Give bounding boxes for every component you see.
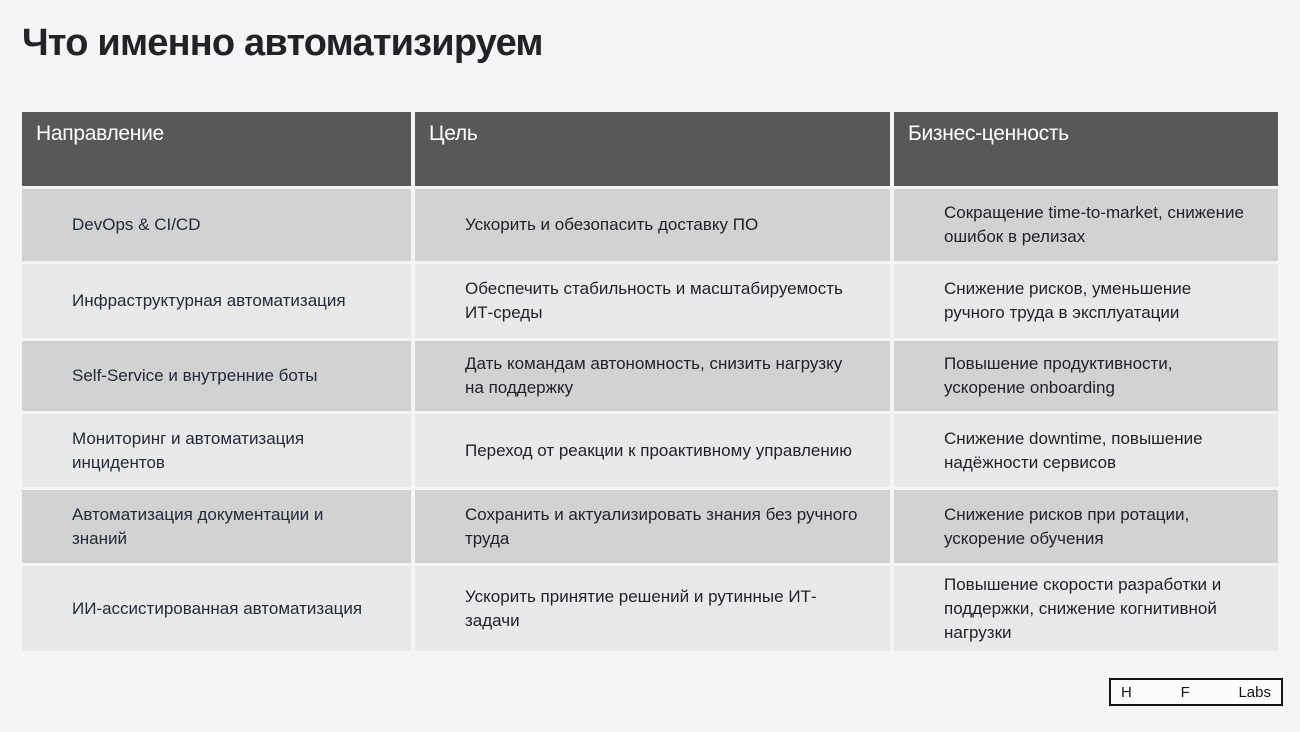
cell-text: Снижение рисков при ротации, ускорение обучения <box>944 504 1190 548</box>
table-cell-direction <box>22 566 411 651</box>
table-cell-direction <box>22 341 411 411</box>
cell-text: Ускорить принятие решений и рутинные ИТ-задачи <box>465 586 817 630</box>
cell-text: DevOps & CI/CD <box>72 215 201 234</box>
cell-text: Self-Service и внутренние боты <box>72 366 318 385</box>
table-cell-value <box>894 341 1278 411</box>
table-cell-goal <box>415 490 890 563</box>
column-header-goal: Цель <box>415 112 890 186</box>
cell-text: ИИ-ассистированная автоматизация <box>72 598 363 618</box>
table-cell-direction <box>22 490 411 563</box>
table-cell-goal <box>415 189 890 261</box>
cell-text: Мониторинг и автоматизация инцидентов <box>72 428 305 472</box>
cell-text: Инфраструктурная автоматизация <box>72 291 346 310</box>
table-cell-value <box>894 566 1278 651</box>
table-cell-direction <box>22 189 411 261</box>
table-cell-value <box>894 414 1278 487</box>
cell-text: Повышение скорости разработки и поддержки, снижение когнитивной нагрузки <box>944 574 1222 642</box>
brand-badge-letter-h: H <box>1121 683 1132 701</box>
cell-text: Повышение продуктивности, ускорение onboarding <box>944 354 1173 397</box>
table-cell-value <box>894 264 1278 338</box>
cell-text: Дать командам автономность, снизить нагрузку на поддержку <box>465 354 843 397</box>
brand-badge <box>1109 678 1283 706</box>
cell-text: Снижение downtime, повышение надёжности сервисов <box>944 428 1203 472</box>
table-cell-goal <box>415 264 890 338</box>
brand-badge-labs: Labs <box>1238 683 1271 701</box>
table-cell-value <box>894 490 1278 563</box>
cell-text: Автоматизация документации и знаний <box>72 504 324 548</box>
page-title: Что именно автоматизируем <box>22 22 543 64</box>
table-cell-goal <box>415 341 890 411</box>
cell-text: Ускорить и обезопасить доставку ПО <box>465 215 759 234</box>
table-cell-direction <box>22 414 411 487</box>
table-cell-direction <box>22 264 411 338</box>
column-header-direction: Направление <box>22 112 411 186</box>
cell-text: Обеспечить стабильность и масштабируемость ИТ-среды <box>465 279 843 322</box>
cell-text: Переход от реакции к проактивному управлению <box>465 440 852 460</box>
cell-text: Снижение рисков, уменьшение ручного труда в эксплуатации <box>944 279 1192 322</box>
table-cell-goal <box>415 566 890 651</box>
cell-text: Сохранить и актуализировать знания без ручного труда <box>465 504 858 548</box>
brand-badge-letter-f: F <box>1180 683 1190 701</box>
automation-table <box>22 112 1278 651</box>
table-cell-goal <box>415 414 890 487</box>
cell-text: Сокращение time-to-market, снижение ошибок в релизах <box>944 203 1244 246</box>
column-header-business-value: Бизнес-ценность <box>894 112 1278 186</box>
table-cell-value <box>894 189 1278 261</box>
